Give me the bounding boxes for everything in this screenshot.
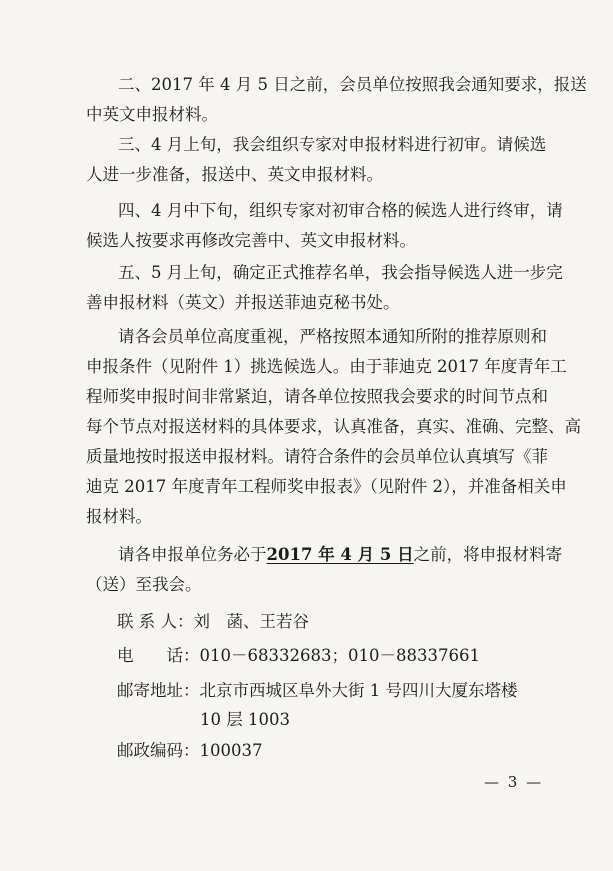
- paragraph-line: （送）至我会。: [86, 575, 202, 594]
- deadline-suffix: 之前，将申报材料寄: [413, 545, 563, 564]
- paragraph-line: 四、4 月中下旬，组织专家对初审合格的候选人进行终审，请: [118, 201, 563, 220]
- paragraph-line: 请各会员单位高度重视，严格按照本通知所附的推荐原则和: [118, 327, 547, 346]
- contact-person-label: 联 系 人：: [117, 612, 194, 631]
- paragraph-line: [86, 540, 563, 570]
- paragraph-line: 迪克 2017 年度青年工程师奖申报表》（见附件 2），并准备相关申: [86, 477, 567, 496]
- paragraph-line: 中英文申报材料。: [86, 105, 218, 124]
- paragraph-line: 五、5 月上旬，确定正式推荐名单，我会指导候选人进一步完: [118, 263, 563, 282]
- paragraph-step-3: [86, 130, 556, 190]
- paragraph-step-5: [86, 258, 563, 318]
- paragraph-step-2: [86, 70, 587, 130]
- paragraph-line: 善申报材料（英文）并报送菲迪克秘书处。: [86, 293, 400, 312]
- paragraph-line: 三、4 月上旬，我会组织专家对申报材料进行初审。请候选: [118, 135, 547, 154]
- contact-address-line1: 北京市西城区阜外大街 1 号四川大厦东塔楼: [199, 681, 518, 700]
- contact-person-value: 刘 菡、王若谷: [193, 612, 309, 631]
- contact-address-label: 邮寄地址：: [117, 681, 200, 700]
- paragraph-line: 候选人按要求再修改完善中、英文申报材料。: [86, 231, 416, 250]
- paragraph-line: 人进一步准备，报送中、英文申报材料。: [86, 165, 383, 184]
- paragraph-line: 程师奖申报时间非常紧迫，请各单位按照我会要求的时间节点和: [86, 387, 548, 406]
- deadline-date: 2017 年 4 月 5 日: [266, 545, 414, 564]
- deadline-prefix: 请各申报单位务必于: [118, 545, 267, 564]
- contact-address-line2: 10 层 1003: [200, 710, 290, 729]
- paragraph-line: 申报条件（见附件 1）挑选候选人。由于菲迪克 2017 年度青年工: [86, 357, 567, 376]
- contact-address: [117, 676, 518, 706]
- contact-phone: [117, 641, 480, 671]
- contact-postcode-label: 邮政编码：: [117, 741, 200, 760]
- paragraph-line: 二、2017 年 4 月 5 日之前，会员单位按照我会通知要求，报送: [118, 75, 587, 94]
- paragraph-requirements: [86, 322, 581, 532]
- contact-postcode-value: 100037: [199, 741, 263, 760]
- contact-postcode: [117, 736, 263, 766]
- paragraph-line: 报材料。: [86, 507, 152, 526]
- page-number: — 3 —: [484, 773, 544, 791]
- paragraph-step-4: [86, 196, 563, 256]
- contact-phone-value: 010－68332683；010－88337661: [199, 646, 480, 665]
- paragraph-deadline: [86, 540, 563, 600]
- paragraph-line: 每个节点对报送材料的具体要求，认真准备，真实、准确、完整、高: [86, 417, 581, 436]
- paragraph-line: 质量地按时报送申报材料。请符合条件的会员单位认真填写《菲: [86, 447, 548, 466]
- contact-address-cont: [200, 705, 290, 735]
- contact-phone-label: 电 话：: [117, 646, 200, 665]
- contact-person: [117, 607, 309, 637]
